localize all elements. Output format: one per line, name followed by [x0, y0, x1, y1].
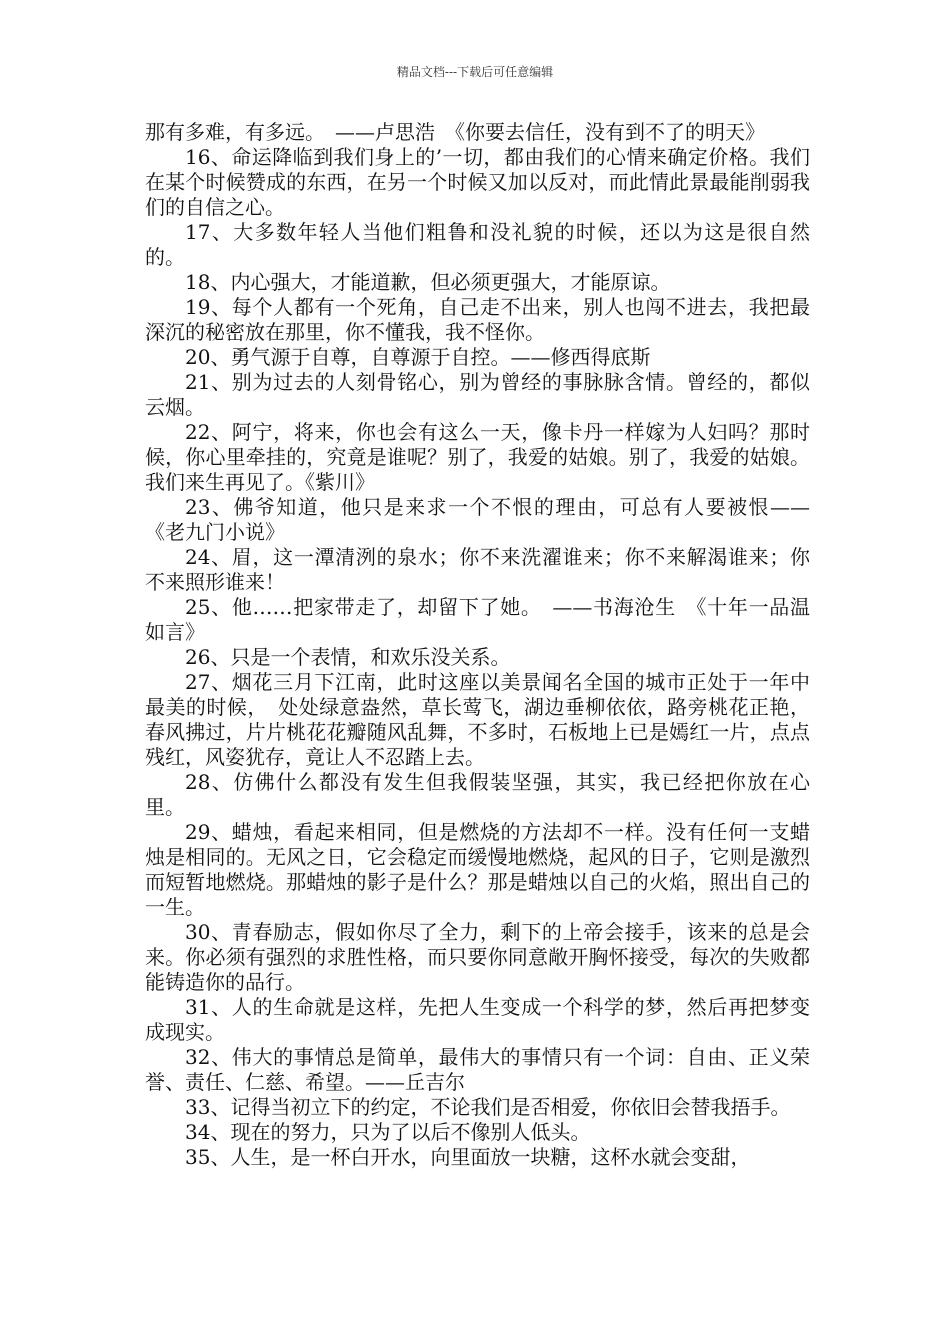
- page-header: 精品文档---下载后可任意编辑: [396, 65, 554, 79]
- paragraph: 32、伟大的事情总是简单，最伟大的事情只有一个词：自由、正义荣誉、责任、仁慈、希望。——丘吉尔: [145, 1045, 810, 1094]
- paragraph: 22、阿宁，将来，你也会有这么一天，像卡丹一样嫁为人妇吗？那时候，你心里牵挂的，究竟是谁呢？别了，我爱的姑娘。别了，我爱的姑娘。我们来生再见了。《紫川》: [145, 420, 810, 494]
- paragraph: 29、蜡烛，看起来相同，但是燃烧的方法却不一样。没有任何一支蜡烛是相同的。无风之日，它会稳定而缓慢地燃烧，起风的日子，它则是激烈而短暂地燃烧。那蜡烛的影子是什么？那是蜡烛以自己的火焰，照出自己的一生。: [145, 820, 810, 919]
- paragraph: 20、勇气源于自尊，自尊源于自控。——修西得底斯: [185, 345, 651, 369]
- paragraph: 16、命运降临到我们身上的’一切，都由我们的心情来确定价格。我们在某个时候赞成的东西，在另一个时候又加以反对，而此情此景最能削弱我们的自信之心。: [145, 145, 810, 219]
- paragraph: 28、仿佛什么都没有发生但我假装坚强，其实，我已经把你放在心里。: [145, 770, 810, 819]
- paragraph: 21、别为过去的人刻骨铭心，别为曾经的事脉脉含情。曾经的，都似云烟。: [145, 370, 810, 419]
- paragraph: 33、记得当初立下的约定，不论我们是否相爱，你依旧会替我捂手。: [185, 1095, 791, 1119]
- paragraph: 34、现在的努力，只为了以后不像别人低头。: [185, 1120, 591, 1144]
- paragraph: 26、只是一个表情，和欢乐没关系。: [185, 645, 511, 669]
- paragraph: 30、青春励志，假如你尽了全力，剩下的上帝会接手，该来的总是会来。你必须有强烈的求胜性格，而只要你同意敞开胸怀接受，每次的失败都能铸造你的品行。: [145, 920, 810, 994]
- paragraph: 18、内心强大，才能道歉，但必须更强大，才能原谅。: [185, 270, 671, 294]
- paragraph: 35、人生，是一杯白开水，向里面放一块糖，这杯水就会变甜，: [185, 1145, 751, 1169]
- paragraph: 25、他……把家带走了，却留下了她。 ——书海沧生 《十年一品温如言》: [145, 595, 810, 644]
- paragraph: 31、人的生命就是这样，先把人生变成一个科学的梦，然后再把梦变成现实。: [145, 995, 810, 1044]
- paragraph: 27、烟花三月下江南，此时这座以美景闻名全国的城市正处于一年中最美的时候， 处处绿意盎然，草长莺飞，湖边垂柳依依，路旁桃花正艳，春风拂过，片片桃花花瓣随风乱舞，不多时，石板地上已是嫣红一片，点点残红，风姿犹存，竟让人不忍踏上去。: [145, 670, 810, 769]
- paragraph: 23、佛爷知道，他只是来求一个不恨的理由，可总有人要被恨——《老九门小说》: [145, 495, 810, 544]
- paragraph: 那有多难，有多远。 ——卢思浩 《你要去信任，没有到不了的明天》: [145, 120, 765, 144]
- paragraph: 24、眉，这一潭清洌的泉水；你不来洗濯谁来；你不来解渴谁来；你不来照形谁来！: [145, 545, 810, 594]
- paragraph: 19、每个人都有一个死角，自己走不出来，别人也闯不进去，我把最深沉的秘密放在那里，你不懂我，我不怪你。: [145, 295, 810, 344]
- paragraph: 17、大多数年轻人当他们粗鲁和没礼貌的时候，还以为这是很自然的。: [145, 220, 810, 269]
- document-body: [145, 120, 810, 1170]
